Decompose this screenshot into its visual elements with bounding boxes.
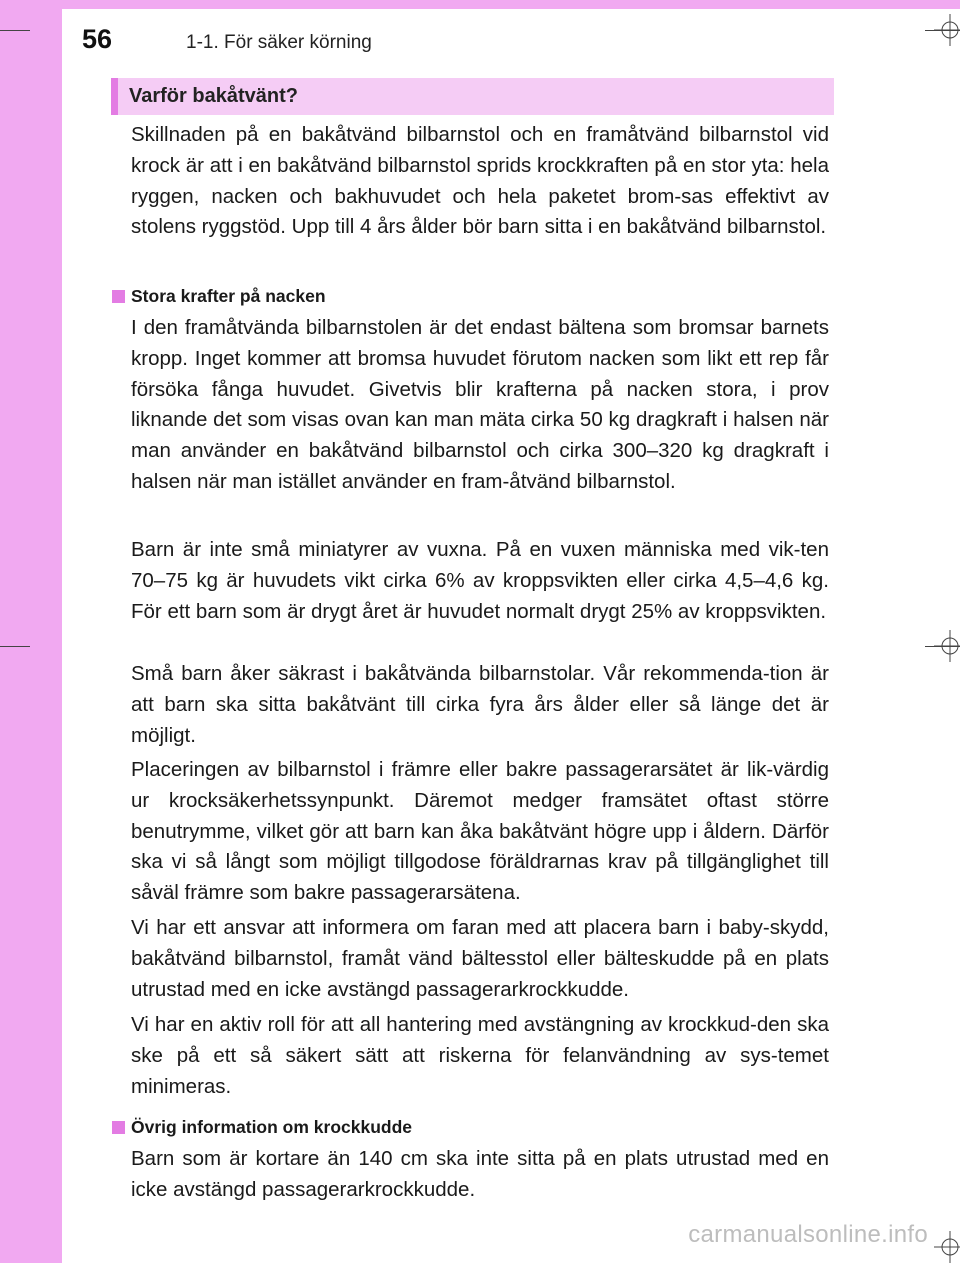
crop-mark: [0, 646, 30, 647]
intro-paragraph: Skillnaden på en bakåtvänd bilbarnstol och en framåtvänd bilbarnstol vid krock är att i en bakåtvänd bilbarnstol sprids krockkraften på en stor yta: hela ryggen, nacken och bakhuvudet och hela paketet brom-sas effektivt av stolens ryggstöd. Upp till 4 års ålder bör barn sitta i en bakåtvänd bilbarnstol.: [131, 123, 829, 239]
subsection-heading: [112, 286, 326, 307]
body-paragraph: Vi har en aktiv roll för att all hantering med avstängning av krockkud-den ska ske på ett så säkert sätt att riskerna för felanvändning av sys-temet minimeras.: [131, 1013, 829, 1098]
side-color-band: [0, 0, 62, 1263]
subsection-heading: [112, 1117, 412, 1138]
square-bullet-icon: [112, 290, 125, 303]
chapter-title: 1-1. För säker körning: [186, 32, 372, 53]
page-number: 56: [82, 24, 113, 54]
registration-mark-icon: [934, 630, 960, 662]
body-paragraph: Barn som är kortare än 140 cm ska inte sitta på en plats utrustad med en icke avstängd passagerarkrockkudde.: [131, 1147, 829, 1201]
registration-mark-icon: [934, 14, 960, 46]
watermark: carmanualsonline.info: [688, 1221, 928, 1248]
body-paragraph: Barn är inte små miniatyrer av vuxna. På en vuxen människa med vik-ten 70–75 kg är huvudets vikt cirka 6% av kroppsvikten eller cirka 4,5–4,6 kg. För ett barn som är drygt året är huvudet normalt drygt 25% av kroppsvikten.: [131, 538, 829, 623]
subsection-heading-text: Övrig information om krockkudde: [131, 1117, 413, 1137]
top-color-band: [62, 0, 960, 9]
body-paragraph: Små barn åker säkrast i bakåtvända bilbarnstolar. Vår rekommenda-tion är att barn ska sitta bakåtvänt till cirka fyra års ålder eller så länge det är möjligt.: [131, 662, 829, 747]
body-paragraph: Placeringen av bilbarnstol i främre eller bakre passagerarsätet är lik-värdig ur krocksäkerhetssynpunkt. Däremot medger framsätet oftast större benutrymme, vilket gör att barn kan åka bakåtvänt högre upp i åldern. Därför ska vi så långt som möjligt tillgodose föräldrarnas krav på tillgänglighet till såväl främre som bakre passagerarsätena.: [131, 758, 829, 905]
body-paragraph: Vi har ett ansvar att informera om faran med att placera barn i baby-skydd, bakåtvänd bilbarnstol, framåt vänd bältesstol eller bälteskudde på en plats utrustad med en icke avstängd passagerarkrockkudde.: [131, 916, 829, 1001]
section-header: [111, 78, 834, 115]
subsection-heading-text: Stora krafter på nacken: [131, 286, 326, 306]
registration-mark-icon: [934, 1231, 960, 1263]
square-bullet-icon: [112, 1121, 125, 1134]
section-title: Varför bakåtvänt?: [129, 85, 298, 107]
crop-mark: [0, 30, 30, 31]
body-paragraph: I den framåtvända bilbarnstolen är det endast bältena som bromsar barnets kropp. Inget kommer att bromsa huvudet förutom nacken som likt ett rep får försöka fånga huvudet. Givetvis blir krafterna på nacken stora, i prov liknande det som visas ovan kan man mäta cirka 50 kg dragkraft i halsen när man använder en bakåtvänd bilbarnstol och cirka 300–320 kg dragkraft i halsen när man istället använder en fram-åtvänd bilbarnstol.: [131, 316, 829, 493]
section-header-bar: [111, 78, 118, 115]
